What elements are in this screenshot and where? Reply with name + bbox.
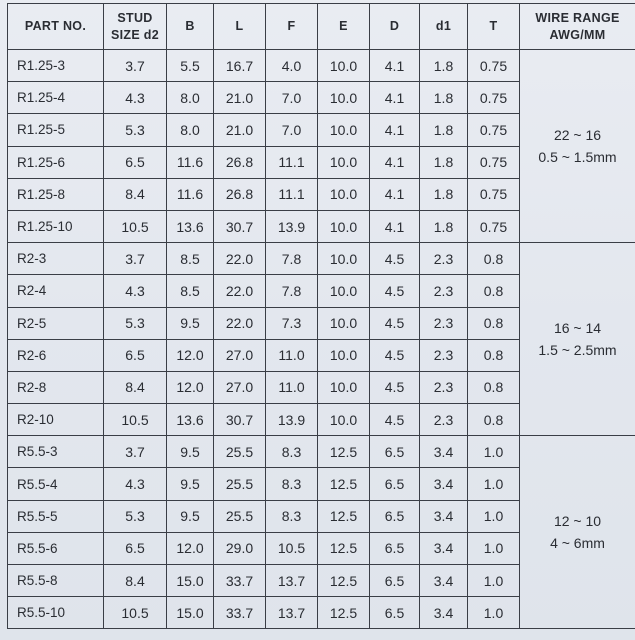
value-cell: 0.75 (468, 50, 520, 82)
header-f: F (266, 4, 318, 50)
value-cell: 6.5 (104, 339, 167, 371)
header-part-no: PART NO. (8, 4, 104, 50)
value-cell: 6.5 (104, 146, 167, 178)
value-cell: 4.3 (104, 82, 167, 114)
part-number-cell: R5.5-8 (8, 565, 104, 597)
table-row (8, 436, 635, 468)
value-cell: 10.0 (318, 50, 370, 82)
value-cell: 33.7 (214, 565, 266, 597)
wire-range-mm: 0.5 ~ 1.5mm (538, 149, 617, 166)
value-cell: 4.5 (370, 243, 420, 275)
value-cell: 27.0 (214, 371, 266, 403)
header-wire-line2: AWG/MM (549, 27, 606, 42)
value-cell: 1.8 (420, 50, 468, 82)
wire-range-cell (520, 243, 635, 436)
header-d1: d1 (420, 4, 468, 50)
value-cell: 13.6 (167, 404, 214, 436)
value-cell: 0.75 (468, 114, 520, 146)
part-number-cell: R1.25-10 (8, 210, 104, 242)
part-number-cell: R5.5-10 (8, 597, 104, 629)
value-cell: 9.5 (167, 468, 214, 500)
value-cell: 11.1 (266, 178, 318, 210)
value-cell: 0.75 (468, 146, 520, 178)
value-cell: 25.5 (214, 468, 266, 500)
value-cell: 1.0 (468, 436, 520, 468)
value-cell: 7.3 (266, 307, 318, 339)
wire-range-mm: 4 ~ 6mm (550, 535, 605, 552)
value-cell: 10.5 (266, 532, 318, 564)
value-cell: 9.5 (167, 500, 214, 532)
value-cell: 6.5 (370, 468, 420, 500)
value-cell: 6.5 (370, 565, 420, 597)
value-cell: 13.9 (266, 404, 318, 436)
value-cell: 26.8 (214, 178, 266, 210)
value-cell: 0.8 (468, 243, 520, 275)
value-cell: 5.3 (104, 114, 167, 146)
value-cell: 1.8 (420, 146, 468, 178)
value-cell: 2.3 (420, 404, 468, 436)
value-cell: 11.0 (266, 371, 318, 403)
header-row (8, 4, 635, 50)
value-cell: 12.5 (318, 468, 370, 500)
value-cell: 22.0 (214, 307, 266, 339)
value-cell: 8.4 (104, 178, 167, 210)
value-cell: 10.0 (318, 371, 370, 403)
value-cell: 11.6 (167, 178, 214, 210)
value-cell: 5.5 (167, 50, 214, 82)
value-cell: 4.5 (370, 275, 420, 307)
header-b: B (167, 4, 214, 50)
value-cell: 0.8 (468, 339, 520, 371)
value-cell: 8.3 (266, 500, 318, 532)
part-number-cell: R2-5 (8, 307, 104, 339)
value-cell: 11.1 (266, 146, 318, 178)
value-cell: 13.7 (266, 565, 318, 597)
value-cell: 2.3 (420, 371, 468, 403)
value-cell: 12.5 (318, 597, 370, 629)
value-cell: 9.5 (167, 436, 214, 468)
value-cell: 1.0 (468, 597, 520, 629)
value-cell: 6.5 (370, 532, 420, 564)
part-number-cell: R2-6 (8, 339, 104, 371)
header-stud-line2: SIZE d2 (111, 27, 159, 42)
value-cell: 7.8 (266, 243, 318, 275)
value-cell: 4.3 (104, 468, 167, 500)
value-cell: 12.5 (318, 500, 370, 532)
value-cell: 10.0 (318, 178, 370, 210)
value-cell: 10.0 (318, 243, 370, 275)
value-cell: 0.75 (468, 178, 520, 210)
part-number-cell: R2-4 (8, 275, 104, 307)
value-cell: 11.0 (266, 339, 318, 371)
part-number-cell: R2-8 (8, 371, 104, 403)
table-row (8, 50, 635, 82)
part-number-cell: R1.25-4 (8, 82, 104, 114)
value-cell: 3.7 (104, 243, 167, 275)
value-cell: 12.5 (318, 565, 370, 597)
value-cell: 13.7 (266, 597, 318, 629)
value-cell: 1.0 (468, 532, 520, 564)
value-cell: 3.4 (420, 532, 468, 564)
value-cell: 10.0 (318, 210, 370, 242)
value-cell: 0.75 (468, 210, 520, 242)
part-number-cell: R2-10 (8, 404, 104, 436)
wire-range-cell (520, 436, 635, 629)
value-cell: 2.3 (420, 243, 468, 275)
value-cell: 4.5 (370, 339, 420, 371)
value-cell: 3.4 (420, 500, 468, 532)
wire-range-cell (520, 50, 635, 243)
value-cell: 12.0 (167, 371, 214, 403)
value-cell: 3.7 (104, 436, 167, 468)
value-cell: 15.0 (167, 565, 214, 597)
header-l: L (214, 4, 266, 50)
value-cell: 10.5 (104, 597, 167, 629)
value-cell: 8.3 (266, 468, 318, 500)
table-body (8, 50, 635, 629)
value-cell: 30.7 (214, 210, 266, 242)
value-cell: 7.0 (266, 82, 318, 114)
value-cell: 2.3 (420, 275, 468, 307)
value-cell: 21.0 (214, 114, 266, 146)
value-cell: 7.0 (266, 114, 318, 146)
value-cell: 3.4 (420, 436, 468, 468)
value-cell: 4.0 (266, 50, 318, 82)
value-cell: 4.1 (370, 178, 420, 210)
value-cell: 5.3 (104, 500, 167, 532)
value-cell: 12.5 (318, 436, 370, 468)
value-cell: 10.5 (104, 404, 167, 436)
value-cell: 11.6 (167, 146, 214, 178)
value-cell: 8.0 (167, 82, 214, 114)
value-cell: 1.0 (468, 468, 520, 500)
header-e: E (318, 4, 370, 50)
value-cell: 10.0 (318, 404, 370, 436)
value-cell: 9.5 (167, 307, 214, 339)
header-wire-line1: WIRE RANGE (535, 10, 620, 25)
value-cell: 10.0 (318, 307, 370, 339)
value-cell: 1.8 (420, 178, 468, 210)
value-cell: 6.5 (370, 500, 420, 532)
value-cell: 12.0 (167, 532, 214, 564)
value-cell: 1.8 (420, 114, 468, 146)
value-cell: 33.7 (214, 597, 266, 629)
header-stud-size (104, 4, 167, 50)
header-t: T (468, 4, 520, 50)
value-cell: 13.9 (266, 210, 318, 242)
value-cell: 8.0 (167, 114, 214, 146)
part-number-cell: R5.5-4 (8, 468, 104, 500)
value-cell: 0.8 (468, 307, 520, 339)
wire-range-awg: 22 ~ 16 (553, 127, 602, 144)
header-stud-line1: STUD (117, 10, 153, 25)
value-cell: 3.7 (104, 50, 167, 82)
value-cell: 3.4 (420, 597, 468, 629)
value-cell: 2.3 (420, 339, 468, 371)
value-cell: 4.1 (370, 82, 420, 114)
value-cell: 8.4 (104, 371, 167, 403)
value-cell: 4.5 (370, 371, 420, 403)
part-number-cell: R2-3 (8, 243, 104, 275)
value-cell: 4.5 (370, 307, 420, 339)
header-d: D (370, 4, 420, 50)
value-cell: 25.5 (214, 500, 266, 532)
value-cell: 4.3 (104, 275, 167, 307)
value-cell: 0.8 (468, 404, 520, 436)
value-cell: 10.0 (318, 275, 370, 307)
wire-range-awg: 16 ~ 14 (553, 320, 602, 337)
value-cell: 4.1 (370, 210, 420, 242)
value-cell: 0.8 (468, 371, 520, 403)
value-cell: 22.0 (214, 243, 266, 275)
value-cell: 4.1 (370, 114, 420, 146)
part-number-cell: R5.5-3 (8, 436, 104, 468)
value-cell: 6.5 (104, 532, 167, 564)
value-cell: 25.5 (214, 436, 266, 468)
value-cell: 5.3 (104, 307, 167, 339)
value-cell: 3.4 (420, 468, 468, 500)
value-cell: 10.0 (318, 339, 370, 371)
value-cell: 8.5 (167, 275, 214, 307)
value-cell: 29.0 (214, 532, 266, 564)
wire-range-mm: 1.5 ~ 2.5mm (538, 342, 617, 359)
part-number-cell: R5.5-5 (8, 500, 104, 532)
value-cell: 10.0 (318, 82, 370, 114)
value-cell: 6.5 (370, 436, 420, 468)
table-row (8, 243, 635, 275)
value-cell: 8.5 (167, 243, 214, 275)
value-cell: 8.3 (266, 436, 318, 468)
value-cell: 1.0 (468, 565, 520, 597)
value-cell: 15.0 (167, 597, 214, 629)
value-cell: 3.4 (420, 565, 468, 597)
value-cell: 0.8 (468, 275, 520, 307)
value-cell: 10.0 (318, 146, 370, 178)
value-cell: 2.3 (420, 307, 468, 339)
value-cell: 30.7 (214, 404, 266, 436)
part-number-cell: R1.25-8 (8, 178, 104, 210)
value-cell: 10.0 (318, 114, 370, 146)
wire-range-awg: 12 ~ 10 (553, 513, 602, 530)
value-cell: 7.8 (266, 275, 318, 307)
part-number-cell: R1.25-6 (8, 146, 104, 178)
part-number-cell: R1.25-5 (8, 114, 104, 146)
value-cell: 12.0 (167, 339, 214, 371)
header-wire-range (520, 4, 635, 50)
value-cell: 1.8 (420, 82, 468, 114)
value-cell: 16.7 (214, 50, 266, 82)
value-cell: 26.8 (214, 146, 266, 178)
value-cell: 12.5 (318, 532, 370, 564)
value-cell: 13.6 (167, 210, 214, 242)
value-cell: 21.0 (214, 82, 266, 114)
value-cell: 4.5 (370, 404, 420, 436)
part-number-cell: R1.25-3 (8, 50, 104, 82)
value-cell: 4.1 (370, 50, 420, 82)
terminal-spec-table (7, 3, 635, 629)
value-cell: 0.75 (468, 82, 520, 114)
value-cell: 8.4 (104, 565, 167, 597)
part-number-cell: R5.5-6 (8, 532, 104, 564)
value-cell: 4.1 (370, 146, 420, 178)
value-cell: 10.5 (104, 210, 167, 242)
value-cell: 1.0 (468, 500, 520, 532)
value-cell: 1.8 (420, 210, 468, 242)
value-cell: 22.0 (214, 275, 266, 307)
value-cell: 6.5 (370, 597, 420, 629)
value-cell: 27.0 (214, 339, 266, 371)
